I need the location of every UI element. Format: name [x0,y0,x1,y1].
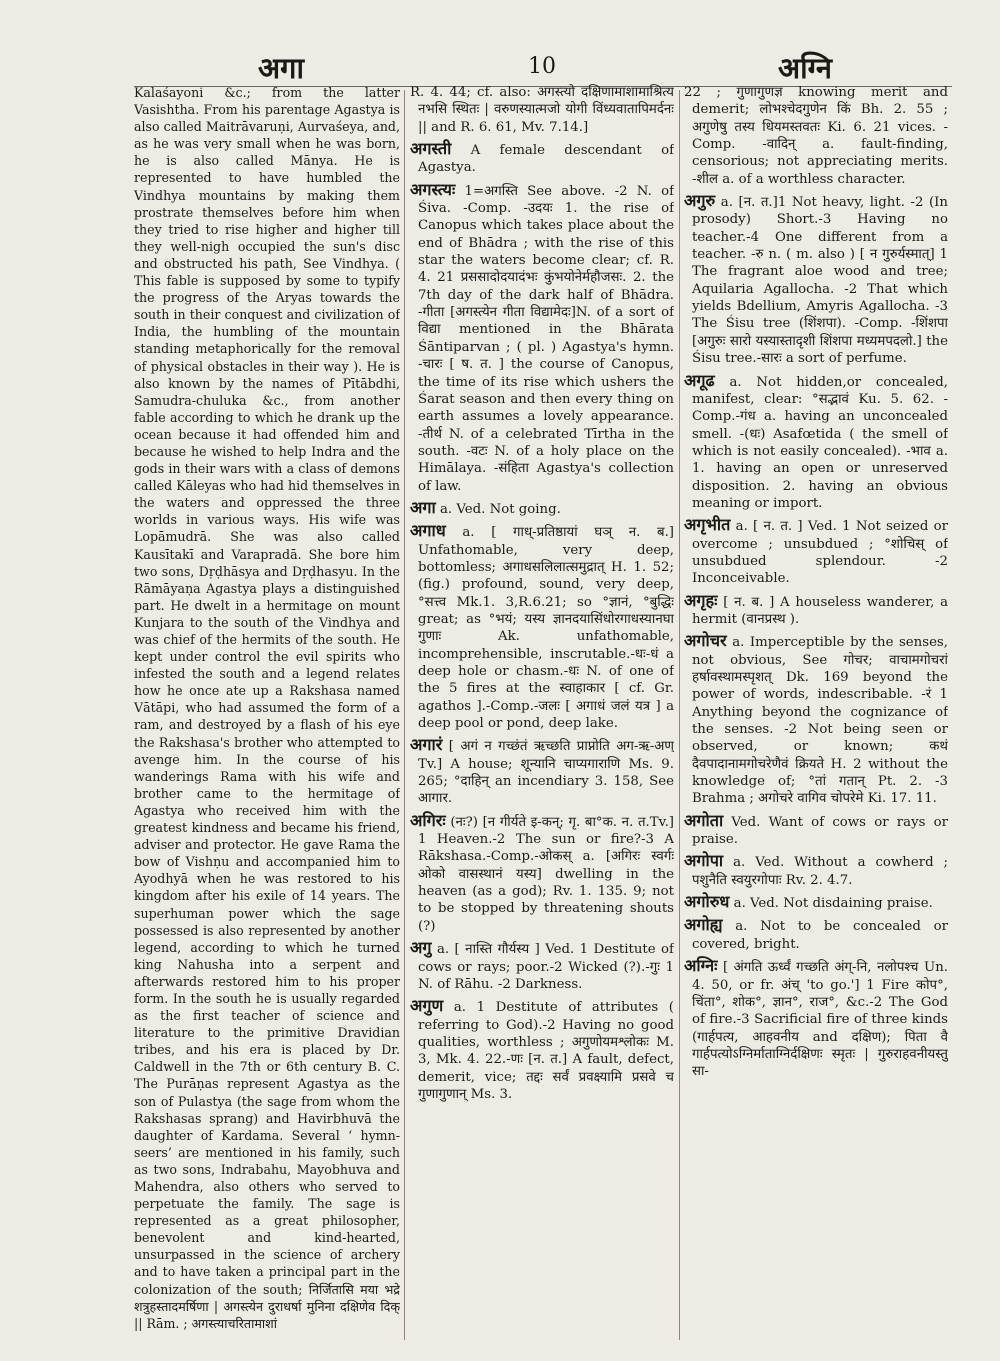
column-divider-2 [679,90,680,1340]
definition-text: [ अंगति ऊर्ध्वं गच्छति अंग्-नि, नलोपश्च Un. 4. 50, or fr. अंच् 'to go.'] 1 Fire कोप°, चिंता°, शोक°, ज्ञान°, राज°, &c.-2 The God of fire.-3 Sacrificial fire of three kinds (गार्हपत्य, आहवनीय and दक्षिण); पिता वै गार्हपत्योऽग्निर्माताग्निर्दक्षिणः स्मृतः | गुरुराहवनीयस्तु सा- [691,960,948,1080]
dictionary-entry [684,592,948,629]
dictionary-entry [410,84,674,136]
dictionary-entry [684,812,948,849]
dictionary-entry [684,192,948,367]
column-1-text: Kalaśayoni &c.; from the latter Vasishtha. From his parentage Agastya is also called Maitrāvaruṇi, Aurvaśeya, and, as he was very small when he was born, he is also called Mānya. He is represented to have humbled the Vindhya mountains by making them prostrate themselves before him when they tried to rise higher and higher till they well-nigh occupied the sun's disc and obstructed his path, See Vindhya. ( This fable is supposed by some to typify the progress of the Aryas towards the south in their conquest and civilization of India, the humbling of the mountain standing metaphorically for the removal of physical obstacles in their way ). He is also known by the names of Pītābdhi, Samudra-chuluka &c., from another fable according to which he drank up the ocean because it had offended him and because he wished to help Indra and the gods in their wars with a class of demons called Kāleyas who had hid themselves in the waters and oppressed the three worlds in various ways. His wife was Lopāmudrā. She was also called Kausītakī and Varapradā. She bore him two sons, Dṛḍhāsya and Dṛḍhasyu. In the Rāmāyaṇa Agastya plays a distinguished part. He dwelt in a hermitage on mount Kunjara to the south of the Vindhya and was chief of the hermits of the south. He kept under control the evil spirits who infested the south and a legend relates how he once ate up a Rakshasa named Vātāpi, who had assumed the form of a ram, and destroyed by a flash of his eye the Rakshasa's brother who attempted to avenge him. In the course of his wanderings Rama with his wife and brother came to the hermitage of Agastya who received him with the greatest kindness and became his friend, adviser and protector. He gave Rama the bow of Vishṇu and accompanied him to Ayodhyā when he was restored to his kingdom after his exile of 14 years. The superhuman power which the sage possessed is also represented by another legend, according to which he turned king Nahusha into a serpent and afterwards restored him to his proper form. In the south he is usually regarded as the first teacher of science and literature to the primitive Dravidian tribes, and his era is placed by Dr. Caldwell in the 7th or 6th century B. C. The Purāṇas represent Agastya as the son of Pulastya (the sage from whom the Rakshasas sprang) and Havirbhuvā the daughter of Kardama. Several ‘ hymn-seers’ are mentioned in his family, such as two sons, Indrabahu, Mayobhuva and Mahendra, also others who served to perpetuate the family. The sage is represented as a great philosopher, benevolent and kind-hearted, unsurpassed in the science of archery and to have taken a principal part in the colonization of the south; निर्जितासि मया भद्रे शत्रुहस्तादमर्षिणा | अगस्त्येन दुराधर्षा मुनिना दक्षिणेव दिक् || Rām. ; अगस्त्याचरितामाशां [134,85,400,1331]
definition-text: a. Not to be concealed or covered, bright. [691,919,948,952]
definition-text: (नः?) [न गीर्यते इ-कन्; गृ. बा°क. न. त.Tv.] 1 Heaven.-2 The sun or fire?-3 A Rākshasa.-Comp.-ओकस् a. [अगिरः स्वर्गः ओको वासस्थानं यस्य] dwelling in the heaven (as a god); Rv. 1. 135. 9; not to be stopped by threatening shouts (?) [417,814,674,934]
dictionary-entry [684,632,948,807]
dictionary-entry [684,516,948,587]
headword: अगृहः [684,590,718,610]
definition-text: a. [ न. त. ] Ved. 1 Not seized or overcome ; unsubdued ; °शोचिस् of unsubdued splendour. -2 Inconceivable. [691,519,948,587]
column-2 [410,84,674,1346]
column-3 [684,84,948,1346]
headword: अगूढ [684,370,715,390]
headword: अगाध [410,521,446,541]
definition-text: R. 4. 44; cf. also: अगस्त्यो दक्षिणामाशामाश्रित्य नभसि स्थितः | वरुणस्यात्मजो योगी विंध्यवातापिमर्दनः || and R. 6. 61, Mv. 7.14.] [410,85,674,135]
column-divider-1 [404,90,405,1340]
headword: अगोपा [684,851,724,871]
headword: अगा [410,497,436,517]
definition-text: a. Not hidden,or concealed, manifest, clear: °सद्भावं Ku. 5. 62. -Comp.-गंध a. having an unconcealed smell. -(धः) Asafœtida ( the smell of which is not easily concealed). -भाव a. 1. having an open or unreserved disposition. 2. having an obvious meaning or import. [691,374,948,511]
running-head [0,44,1000,88]
definition-text: a. [ नास्ति गौर्यस्य ] Ved. 1 Destitute of cows or rays; poor.-2 Wicked (?).-गुः 1 N. of Rāhu. -2 Darkness. [417,942,674,992]
definition-text: 22 ; गुणागुणज्ञ knowing merit and demerit; लोभश्चेदगुणेन किं Bh. 2. 55 ; अगुणेषु तस्य धियमस्तवतः Ki. 6. 21 vices. -Comp. -वादिन् a. fault-finding, censorious; not appreciating merits. -शील a. of a worthless character. [684,85,948,187]
definition-text: A female descendant of Agastya. [417,143,674,176]
definition-text: 1=अगस्ति See above. -2 N. of Śiva. -Comp. -उदयः 1. the rise of Canopus which takes place about the end of Bhādra ; with the rise of this star the waters become clear; cf. R. 4. 21 प्रससादोदयादंभः कुंभयोनेर्महौजसः. 2. the 7th day of the dark half of Bhādra. -गीता [अगस्त्येन गीता विद्यामेदः]N. of a sort of विद्या mentioned in the Bhārata Śāntiparvan ; ( pl. ) Agastya's hymn. -चारः [ ष. त. ] the course of Canopus, the time of its rise which ushers the Śarat season and then every thing on earth assumes a lovely appearance. -तीर्थ N. of a celebrated Tīrtha in the south. -वटः N. of a holy place on the Himālaya. -संहिता Agastya's collection of law. [417,183,674,494]
headword: अगृभीत [684,515,731,535]
dictionary-entry [410,736,674,807]
headword: अगस्ती [410,139,452,159]
dictionary-entry [410,140,674,177]
dictionary-entry [684,852,948,889]
definition-text: a. [न. त.]1 Not heavy, light. -2 (In prosody) Short.-3 Having no teacher.-4 One different from a teacher. -रु n. ( m. also ) [ न गुरुर्यस्मात्] 1 The fragrant aloe wood and tree; Aquilaria Agallocha. -2 That which yields Bdellium, Amyris Agallocha. -3 The Śisu tree (शिंशपा). -Comp. -शिंशपा [अगुरुः सारो यस्यास्तादृशी शिंशपा मध्यमपदलो.] the Śisu tree.-सारः a sort of perfume. [691,195,948,367]
dictionary-entry [684,957,948,1080]
definition-text: a. [ गाध्-प्रतिष्ठायां घञ् न. ब.] Unfathomable, very deep, bottomless; अगाधसलिलात्समुद्रात् H. 1. 52; (fig.) profound, sound, very deep, °सत्त्व Mk.1. 3,R.6.21; so °ज्ञानं, °बुद्धिः great; as °भयं; यस्य ज्ञानदयासिंधोरगाधस्यानघा गुणाः Ak. unfathomable, incomprehensible, inscrutable.-धः-धं a deep hole or chasm.-धः N. of one of the 5 fires at the स्वाहाकार [ cf. Gr. agathos ].-Comp.-जलः [ अगाधं जलं यत्र ] a deep pool or pond, deep lake. [417,525,674,732]
dictionary-entry [410,499,674,518]
headword: अगोरुध [684,892,730,912]
column-1 [134,84,400,1346]
dictionary-entry [684,84,948,188]
dictionary-entry [410,939,674,993]
headword: अगारं [410,735,443,755]
definition-text: a. Imperceptible by the senses, not obvious, See गोचर; वाचामगोचरां हर्षावस्थामस्पृशत् Dk. 169 beyond the power of words, indescribable. -रं 1 Anything beyond the cognizance of the senses. -2 Not being seen or observed, or known; कथं दैवपादानामगोचरेणैवं क्रियते H. 2 without the knowledge of; °तां गतान् Pt. 2. -3 Brahma ; अगोचरे वागिव चोपरेमे Ki. 17. 11. [691,635,948,807]
dictionary-entry [410,812,674,935]
definition-text: a. 1 Destitute of attributes ( referring to God).-2 Having no good qualities, worthless ; अगुणोयमश्लोकः M. 3, Mk. 4. 22.-णः [न. त.] A fault, defect, demerit, vice; तद्दः सर्वं प्रवक्ष्यामि प्रसवे च गुणागुणान् Ms. 3. [417,1000,674,1102]
headword: अगु [410,938,432,958]
guide-word-right: अग्नि [778,51,832,85]
headword: अगोह्य [684,915,723,935]
headword: अगोता [684,810,724,830]
dictionary-entry [410,181,674,495]
headword: अगोचर [684,631,727,651]
page-number: 10 [528,54,556,79]
headword: अगुण [410,996,444,1016]
definition-text: [ अगं न गच्छंतं ऋच्छति प्राप्नोति अग-ऋ-अण् Tv.] A house; शून्यानि चाप्यगाराणि Ms. 9. 265; °दाहिन् an incendiary 3. 158, See आगार. [417,739,674,807]
dictionary-entry [684,372,948,513]
headword: अगस्त्यः [410,179,456,199]
headword: अगिरः [410,810,446,830]
definition-text: [ न. ब. ] A houseless wanderer, a hermit (वानप्रस्थ ). [691,594,948,627]
headword: अग्निः [684,956,718,976]
definition-text: Ved. Want of cows or rays or praise. [691,814,948,848]
headword: अगुरु [684,191,716,211]
definition-text: a. Ved. Without a cowherd ; पशुनैति स्वयुरगोपाः Rv. 2. 4.7. [691,855,948,888]
definition-text: a. Ved. Not going. [439,501,561,517]
dictionary-entry [410,997,674,1103]
guide-word-left: अगा [258,51,304,85]
dictionary-entry [410,522,674,732]
definition-text: a. Ved. Not disdaining praise. [733,896,933,912]
dictionary-entry [684,893,948,912]
dictionary-entry [684,916,948,953]
